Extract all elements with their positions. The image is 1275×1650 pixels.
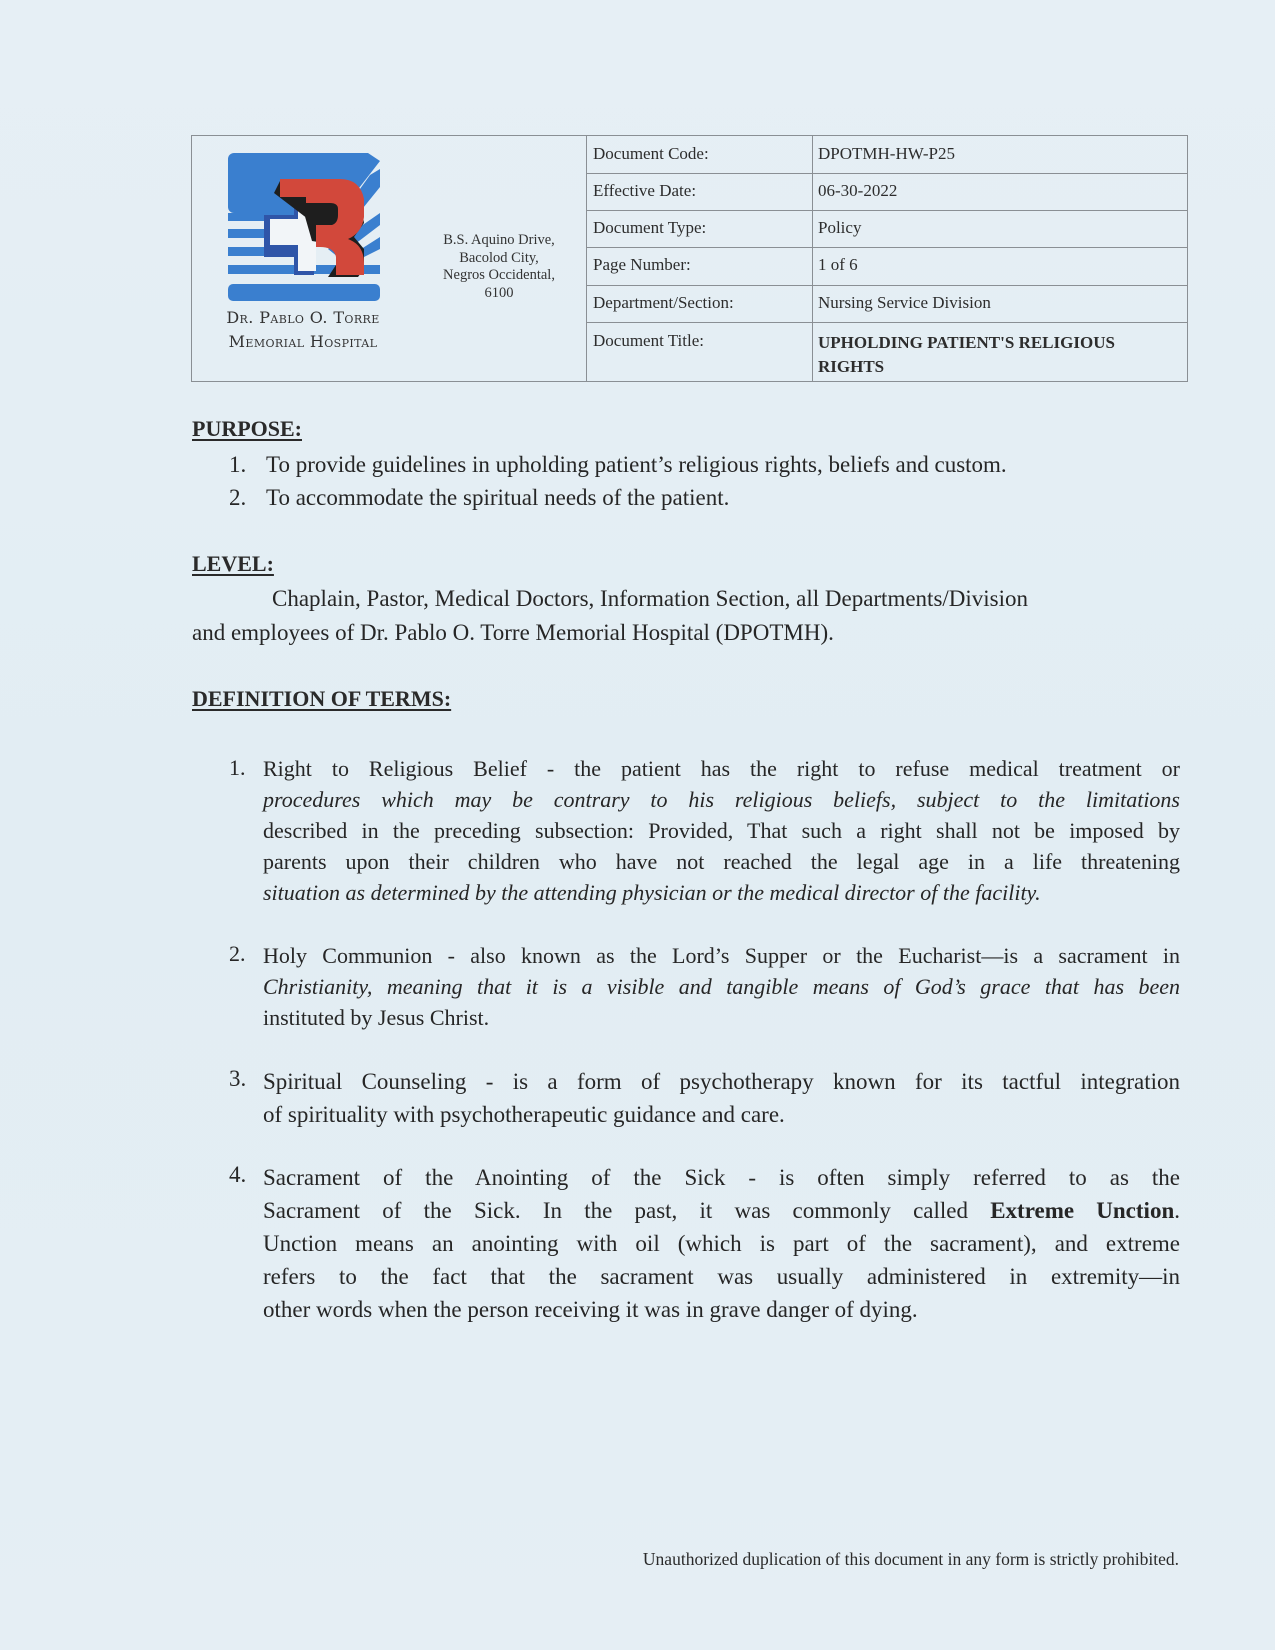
level-heading: LEVEL: (192, 551, 274, 576)
hospital-name (192, 306, 414, 354)
list-number: 2. (229, 941, 246, 966)
definition-line: Spiritual Counseling - is a form of psychotherapy known for its tactful integration (263, 1069, 1180, 1094)
definition-text: Sacrament of the Sick. In the past, it was commonly called (263, 1198, 991, 1223)
meta-row-department (587, 285, 1187, 323)
hospital-name-line-1: Dr. Pablo O. Torre (226, 308, 380, 327)
meta-label: Department/Section: (593, 293, 734, 312)
meta-label: Effective Date: (593, 181, 697, 200)
hospital-logo-icon (228, 153, 380, 303)
definition-line: parents upon their children who have not reached the legal age in a life threatening (263, 849, 1180, 874)
meta-value: 06-30-2022 (818, 181, 898, 200)
hospital-name-line-2: Memorial Hospital (228, 332, 378, 351)
address-line: 6100 (484, 284, 514, 301)
meta-row-document-title (587, 322, 1187, 382)
meta-value: DPOTMH-HW-P25 (818, 144, 955, 163)
definition-line: other words when the person receiving it was in grave danger of dying. (263, 1297, 918, 1322)
list-number: 1. (229, 452, 247, 477)
hospital-identity (192, 136, 587, 381)
purpose-heading: PURPOSE: (192, 416, 302, 441)
definition-line: Unction means an anointing with oil (which is part of the sacrament), and extreme (263, 1231, 1180, 1256)
definition-line: refers to the fact that the sacrament was usually administered in extremity—in (263, 1264, 1180, 1289)
document-title-value (818, 331, 1179, 379)
address-line: Negros Occidental, (443, 267, 555, 284)
meta-value: Policy (818, 218, 862, 237)
meta-label: Document Title: (593, 331, 704, 350)
definition-line: situation as determined by the attending physician or the medical director of the facility. (263, 880, 1041, 905)
list-number: 1. (229, 755, 246, 780)
definition-line: Sacrament of the Anointing of the Sick - is often simply referred to as the (263, 1165, 1180, 1190)
meta-label: Page Number: (593, 255, 691, 274)
list-number: 3. (229, 1066, 247, 1091)
meta-value: Nursing Service Division (818, 293, 991, 312)
meta-value: 1 of 6 (818, 255, 858, 274)
meta-label: Document Type: (593, 218, 707, 237)
definitions-heading: DEFINITION OF TERMS: (192, 686, 452, 711)
meta-row-page-number (587, 247, 1187, 286)
list-number: 2. (229, 485, 247, 510)
meta-row-effective-date (587, 173, 1187, 211)
definition-line: Right to Religious Belief - the patient has the right to refuse medical treatment or (263, 756, 1180, 781)
document-header-box (191, 135, 1188, 382)
definition-line: procedures which may be contrary to his religious beliefs, subject to the limitations (263, 787, 1180, 812)
document-title-line: RIGHTS (818, 357, 885, 376)
definition-line: described in the preceding subsection: Provided, That such a right shall not be imposed by (263, 818, 1180, 843)
purpose-item: To accommodate the spiritual needs of the patient. (266, 485, 730, 510)
definition-line: Holy Communion - also known as the Lord’s Supper or the Eucharist—is a sacrament in (263, 943, 1180, 968)
list-number: 4. (229, 1162, 247, 1187)
level-text-line: Chaplain, Pastor, Medical Doctors, Information Section, all Departments/Division (272, 586, 1029, 611)
definition-line: Christianity, meaning that it is a visible and tangible means of God’s grace that has been (263, 974, 1180, 999)
document-title-line: UPHOLDING PATIENT'S RELIGIOUS (818, 333, 1115, 352)
address-line: Bacolod City, (459, 249, 539, 266)
purpose-item: To provide guidelines in upholding patient’s religious rights, beliefs and custom. (266, 452, 1007, 477)
definition-punct: . (1174, 1198, 1180, 1223)
footer-notice: Unauthorized duplication of this document in any form is strictly prohibited. (642, 1549, 1179, 1569)
definition-bold-term: Extreme Unction (990, 1198, 1175, 1223)
definition-line (263, 1194, 1180, 1227)
meta-row-document-code (587, 136, 1187, 174)
meta-label: Document Code: (593, 144, 709, 163)
meta-row-document-type (587, 210, 1187, 248)
document-meta-table (587, 136, 1187, 381)
address-line: B.S. Aquino Drive, (443, 232, 555, 248)
definition-line: of spirituality with psychotherapeutic guidance and care. (263, 1102, 785, 1127)
definition-line: instituted by Jesus Christ. (263, 1005, 490, 1030)
hospital-address (414, 232, 584, 302)
level-text-line: and employees of Dr. Pablo O. Torre Memorial Hospital (DPOTMH). (192, 620, 834, 645)
